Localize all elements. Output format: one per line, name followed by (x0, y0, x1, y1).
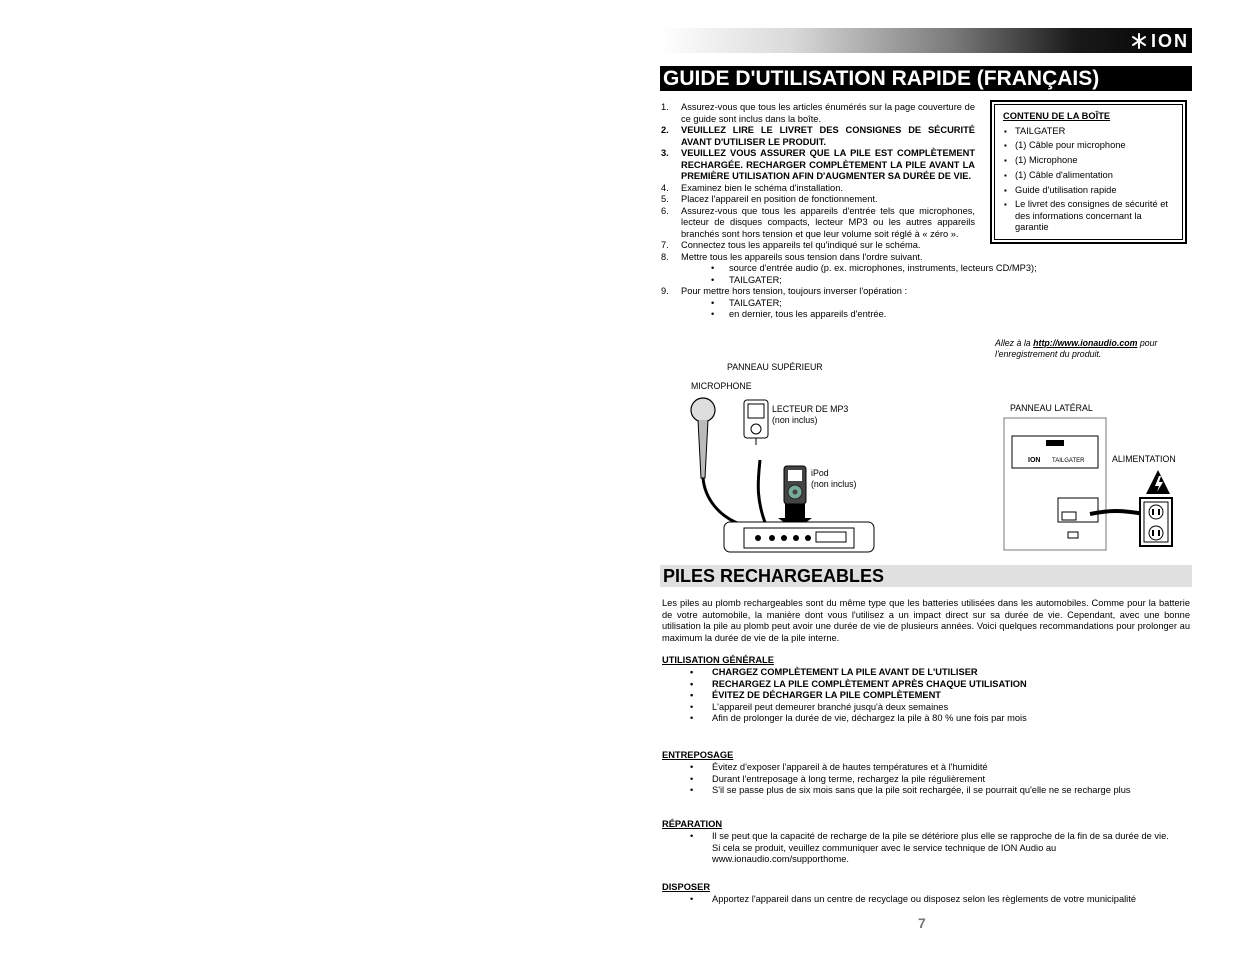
list-item: • L'appareil peut demeurer branché jusqu'à deux semaines (662, 702, 1190, 714)
registration-note: Allez à la http://www.ionaudio.com pour l'enregistrement du produit. (995, 338, 1158, 359)
header-gradient-bar (660, 28, 1192, 53)
ipod-icon (778, 466, 812, 530)
list-item: • RECHARGEZ LA PILE COMPLÈTEMENT APRÈS CHAQUE UTILISATION (662, 679, 1190, 691)
box-item: ▪ Le livret des consignes de sécurité et des informations concernant la garantie (1003, 199, 1174, 234)
label-ipod: iPod (non inclus) (811, 468, 857, 489)
box-contents-panel (990, 100, 1187, 244)
list-item: • Afin de prolonger la durée de vie, déchargez la pile à 80 % une fois par mois (662, 713, 1190, 725)
step-item: 1. Assurez-vous que tous les articles énumérés sur la page couverture de ce guide sont inclus dans la boîte. (661, 102, 975, 124)
box-item: ▪ TAILGATER (1003, 126, 1174, 138)
setup-diagram (660, 390, 1190, 560)
page-title: GUIDE D'UTILISATION RAPIDE (FRANÇAIS) (660, 66, 1192, 91)
power-outlet-icon (1140, 498, 1172, 546)
step-subitem: • TAILGATER; (709, 298, 1101, 310)
setup-steps-list (660, 102, 1037, 321)
batteries-section-title: PILES RECHARGEABLES (660, 565, 1192, 587)
storage-section (662, 750, 1190, 797)
label-microphone: MICROPHONE (691, 381, 752, 391)
unit-label: TAILGATER (1052, 458, 1085, 464)
step-item: 7. Connectez tous les appareils tel qu'indiqué sur le schéma. (661, 240, 921, 250)
list-item: • Évitez d'exposer l'appareil à de hautes températures et à l'humidité (662, 762, 1190, 774)
list-item: • Apportez l'appareil dans un centre de recyclage ou disposez selon les règlements de votre municipalité (662, 894, 1190, 906)
registration-link[interactable]: http://www.ionaudio.com (1033, 338, 1138, 348)
svg-text:ION: ION (1028, 457, 1041, 464)
general-use-section (662, 655, 1190, 725)
step-item: 3. VEUILLEZ VOUS ASSURER QUE LA PILE EST COMPLÈTEMENT RECHARGÉE. RECHARGER COMPLÈTEMENT LA PILE AVANT LA PREMIÈRE UTILISATION AFIN D'AUGMENTER SA DURÉE DE VIE. (661, 148, 975, 181)
step-item: 4. Examinez bien le schéma d'installation. (661, 182, 843, 193)
general-use-list (662, 667, 1190, 725)
label-side-panel: PANNEAU LATÉRAL (1010, 403, 1093, 413)
brand-name: ION (1150, 30, 1189, 51)
step-item: 8. Mettre tous les appareils sous tension dans l'ordre suivant. • source d'entrée audio (p. ex. microphones, instruments, lecteurs CD/MP3); • TAILGATER; (660, 252, 1101, 287)
box-contents-title: CONTENU DE LA BOÎTE (1003, 111, 1111, 121)
dispose-section (662, 882, 1190, 906)
repair-title: RÉPARATION (662, 819, 723, 829)
mp3-player-icon (744, 400, 768, 530)
label-mp3: LECTEUR DE MP3 (non inclus) (772, 404, 849, 425)
step-item: 6. Assurez-vous que tous les appareils d'entrée tels que microphones, lecteur de disques compacts, lecteur MP3 ou les autres appareils branchés sont hors tension et que leur volume soit réglé à « zéro ». (661, 205, 975, 239)
step-item: 2. VEUILLEZ LIRE LE LIVRET DES CONSIGNES DE SÉCURITÉ AVANT D'UTILISER LE PRODUIT. (661, 125, 975, 147)
box-contents-list (1003, 126, 1174, 234)
box-item: ▪ (1) Câble d'alimentation (1003, 170, 1174, 182)
box-item: ▪ (1) Microphone (1003, 155, 1174, 167)
step-item: 9. Pour mettre hors tension, toujours inverser l'opération : • TAILGATER; • en dernier, tous les appareils d'entrée. (660, 286, 1101, 321)
ion-star-icon (1131, 33, 1147, 49)
dispose-title: DISPOSER (662, 882, 711, 892)
storage-list (662, 762, 1190, 797)
repair-list (662, 831, 1190, 866)
page-number: 7 (918, 915, 926, 931)
list-item: • CHARGEZ COMPLÈTEMENT LA PILE AVANT DE L'UTILISER (662, 667, 1190, 679)
top-panel-unit (724, 522, 874, 552)
step-subitem: • en dernier, tous les appareils d'entrée. (709, 309, 1101, 321)
step-subitem: • source d'entrée audio (p. ex. microphones, instruments, lecteurs CD/MP3); (709, 263, 1101, 275)
warning-triangle-icon (1146, 470, 1170, 494)
storage-title: ENTREPOSAGE (662, 750, 734, 760)
list-item: • ÉVITEZ DE DÉCHARGER LA PILE COMPLÈTEMENT (662, 690, 1190, 702)
box-item: ▪ Guide d'utilisation rapide (1003, 185, 1174, 197)
side-panel-unit (1004, 418, 1145, 550)
label-top-panel: PANNEAU SUPÉRIEUR (727, 362, 823, 372)
step-sublist (681, 298, 1101, 321)
box-item: ▪ (1) Câble pour microphone (1003, 140, 1174, 152)
step-sublist (681, 263, 1101, 286)
list-item: • S'il se passe plus de six mois sans que la pile soit rechargée, il se pourrait qu'elle ne se recharge plus (662, 785, 1190, 797)
list-item: • Durant l'entreposage à long terme, rechargez la pile régulièrement (662, 774, 1190, 786)
batteries-intro: Les piles au plomb rechargeables sont du même type que les batteries utilisées dans les automobiles. Comme pour la batterie de votre automobile, la manière dont vous l'utilisez a un impact direct sur sa durée de vie. Cependant, avec une bonne utilisation la pile au plomb peut avoir une durée de vie de plusieurs années. Voici quelques recommandations pour prolonger au maximum la durée de vie de la pile interne. (662, 598, 1190, 643)
label-power: ALIMENTATION (1112, 454, 1176, 464)
dispose-list (662, 894, 1190, 906)
general-use-title: UTILISATION GÉNÉRALE (662, 655, 774, 665)
repair-section (662, 819, 1190, 866)
step-item: 5. Placez l'appareil en position de fonctionnement. (661, 194, 878, 204)
list-item: • Il se peut que la capacité de recharge de la pile se détériore plus elle se rapproche de la fin de sa durée de vie. Si cela se produit, veuillez communiquer avec le service technique de ION Audio au www.ionaudio.com/supporthome. (662, 831, 1178, 866)
ion-logo (1131, 31, 1189, 51)
step-subitem: • TAILGATER; (709, 275, 1101, 287)
